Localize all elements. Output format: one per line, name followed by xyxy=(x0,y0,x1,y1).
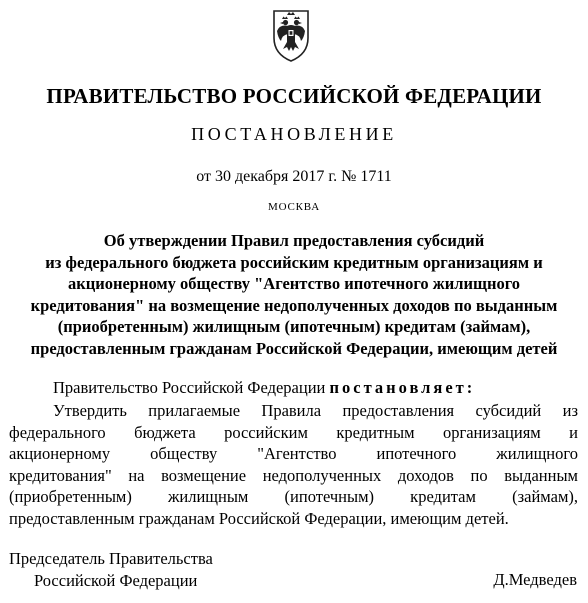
document-type: ПОСТАНОВЛЕНИЕ xyxy=(191,124,397,144)
coat-of-arms-icon xyxy=(261,5,321,65)
heading-line: из федерального бюджета российским кредитным организациям и xyxy=(45,252,543,272)
signer-position-line: Председатель Правительства xyxy=(9,549,213,568)
heading-line: кредитования" на возмещение недополученных доходов по выданным xyxy=(30,295,558,315)
heading-line: Об утверждении Правил предоставления субсидий xyxy=(103,231,485,250)
document-heading xyxy=(8,230,580,360)
decree-statement xyxy=(53,378,475,398)
decree-subject: Правительство Российской Федерации xyxy=(53,378,326,397)
document-date-number: от 30 декабря 2017 г. № 1711 xyxy=(196,168,392,185)
body-line: кредитования" на возмещение недополученных доходов по выданным xyxy=(9,465,578,485)
document-body xyxy=(9,400,578,530)
heading-line: акционерному обществу "Агентство ипотечного жилищного xyxy=(67,274,521,294)
signer-name: Д.Медведев xyxy=(493,570,577,589)
heading-line: предоставленным гражданам Российской Федерации, имеющим детей xyxy=(30,338,558,358)
body-line: (приобретенным) жилищным (ипотечным) кредитам (займам), xyxy=(9,487,578,507)
body-line: акционерному обществу "Агентство ипотечного жилищного xyxy=(9,444,578,464)
heading-line: (приобретенным) жилищным (ипотечным) кредитам (займам), xyxy=(57,317,531,337)
document-city: МОСКВА xyxy=(268,201,320,213)
signer-position-line: Российской Федерации xyxy=(34,570,198,590)
government-title: ПРАВИТЕЛЬСТВО РОССИЙСКОЙ ФЕДЕРАЦИИ xyxy=(46,84,542,108)
body-line: Утвердить прилагаемые Правила предоставления субсидий из xyxy=(53,401,578,420)
signer-position xyxy=(9,548,213,591)
body-line: федерального бюджета российским кредитным организациям и xyxy=(9,422,578,442)
decree-verb: постановляет: xyxy=(329,378,476,397)
body-line: предоставленным гражданам Российской Федерации, имеющим детей. xyxy=(9,508,509,528)
